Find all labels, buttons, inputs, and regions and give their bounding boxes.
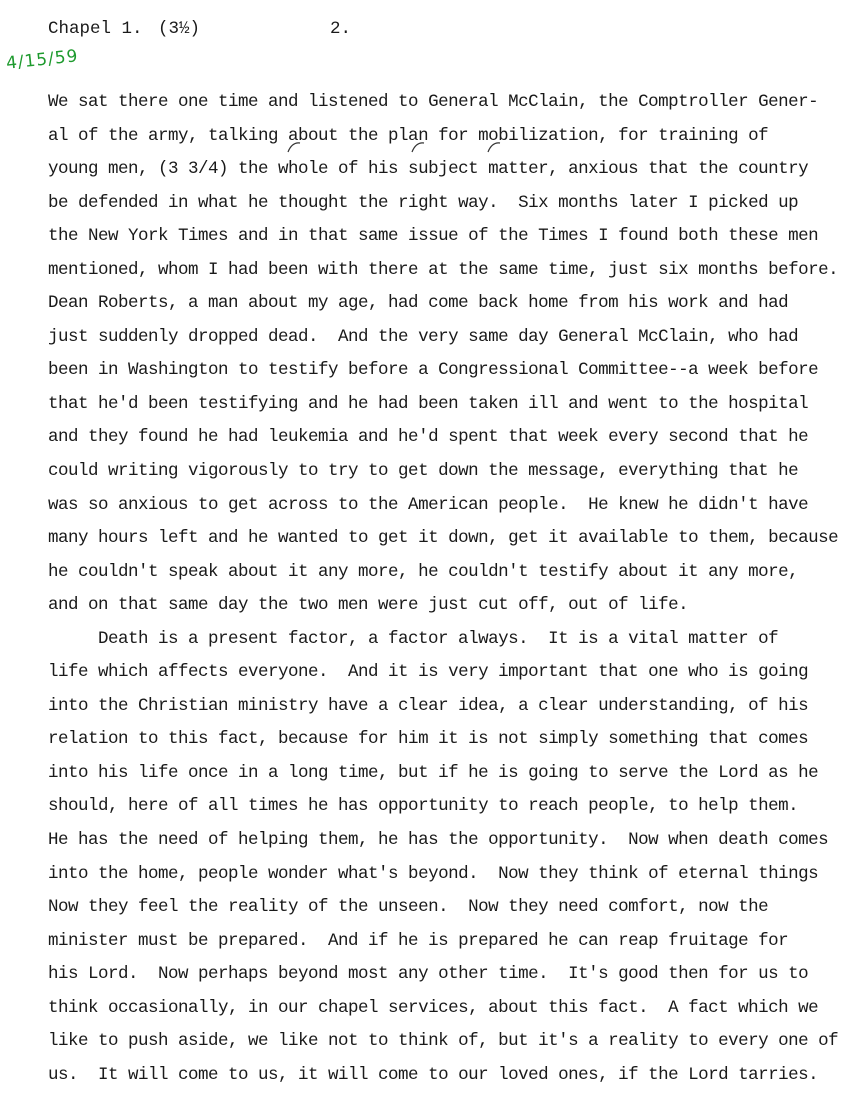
page-number: 2. bbox=[330, 19, 352, 39]
text-line: like to push aside, we like not to think of, but it's a reality to every one of bbox=[48, 1031, 839, 1052]
text-line: was so anxious to get across to the American people. He knew he didn't have bbox=[48, 494, 809, 515]
text-line: life which affects everyone. And it is very important that one who is going bbox=[48, 662, 809, 683]
text-line: should, here of all times he has opportunity to reach people, to help them. bbox=[48, 796, 799, 817]
text-line: many hours left and he wanted to get it down, get it available to them, because bbox=[48, 528, 839, 549]
text-line: into the home, people wonder what's beyond. Now they think of eternal things bbox=[48, 863, 819, 884]
text-line: and on that same day the two men were just cut off, out of life. bbox=[48, 595, 689, 616]
text-line: relation to this fact, because for him it is not simply something that comes bbox=[48, 729, 809, 750]
text-line: could writing vigorously to try to get down the message, everything that he bbox=[48, 461, 799, 482]
text-line: al of the army, talking about the plan for mobilization, for training of bbox=[48, 125, 769, 146]
text-line: He has the need of helping them, he has the opportunity. Now when death comes bbox=[48, 830, 829, 851]
paragraph-2 bbox=[48, 623, 848, 1093]
text-line: think occasionally, in our chapel services, about this fact. A fact which we bbox=[48, 997, 819, 1018]
text-line: into the Christian ministry have a clear idea, a clear understanding, of his bbox=[48, 695, 809, 716]
text-line: be defended in what he thought the right way. Six months later I picked up bbox=[48, 192, 799, 213]
text-line: young men, (3 3/4) the whole of his subject matter, anxious that the country bbox=[48, 159, 809, 180]
text-line: Dean Roberts, a man about my age, had come back home from his work and had bbox=[48, 293, 789, 314]
text-line: he couldn't speak about it any more, he couldn't testify about it any more, bbox=[48, 561, 799, 582]
text-line: Now they feel the reality of the unseen. Now they need comfort, now the bbox=[48, 897, 769, 918]
text-line: We sat there one time and listened to General McClain, the Comptroller Gener- bbox=[48, 92, 819, 112]
text-line: mentioned, whom I had been with there at the same time, just six months before. bbox=[48, 259, 839, 280]
text-line: his Lord. Now perhaps beyond most any other time. It's good then for us to bbox=[48, 964, 809, 985]
text-line: Death is a present factor, a factor always. It is a vital matter of bbox=[98, 628, 779, 649]
handwritten-date: 4/15/59 bbox=[5, 46, 80, 74]
paragraph-1 bbox=[48, 86, 848, 623]
header-duration: (3½) bbox=[158, 19, 201, 39]
document-body bbox=[48, 86, 848, 1092]
text-line: just suddenly dropped dead. And the very same day General McClain, who had bbox=[48, 326, 799, 347]
text-line: been in Washington to testify before a Congressional Committee--a week before bbox=[48, 360, 819, 381]
text-line: us. It will come to us, it will come to our loved ones, if the Lord tarries. bbox=[48, 1064, 819, 1085]
text-line: that he'd been testifying and he had been taken ill and went to the hospital bbox=[48, 393, 809, 414]
text-line: minister must be prepared. And if he is prepared he can reap fruitage for bbox=[48, 930, 789, 951]
header-title: Chapel 1. bbox=[48, 19, 143, 39]
text-line: the New York Times and in that same issue of the Times I found both these men bbox=[48, 226, 819, 247]
text-line: and they found he had leukemia and he'd spent that week every second that he bbox=[48, 427, 809, 448]
text-line: into his life once in a long time, but if he is going to serve the Lord as he bbox=[48, 762, 819, 783]
